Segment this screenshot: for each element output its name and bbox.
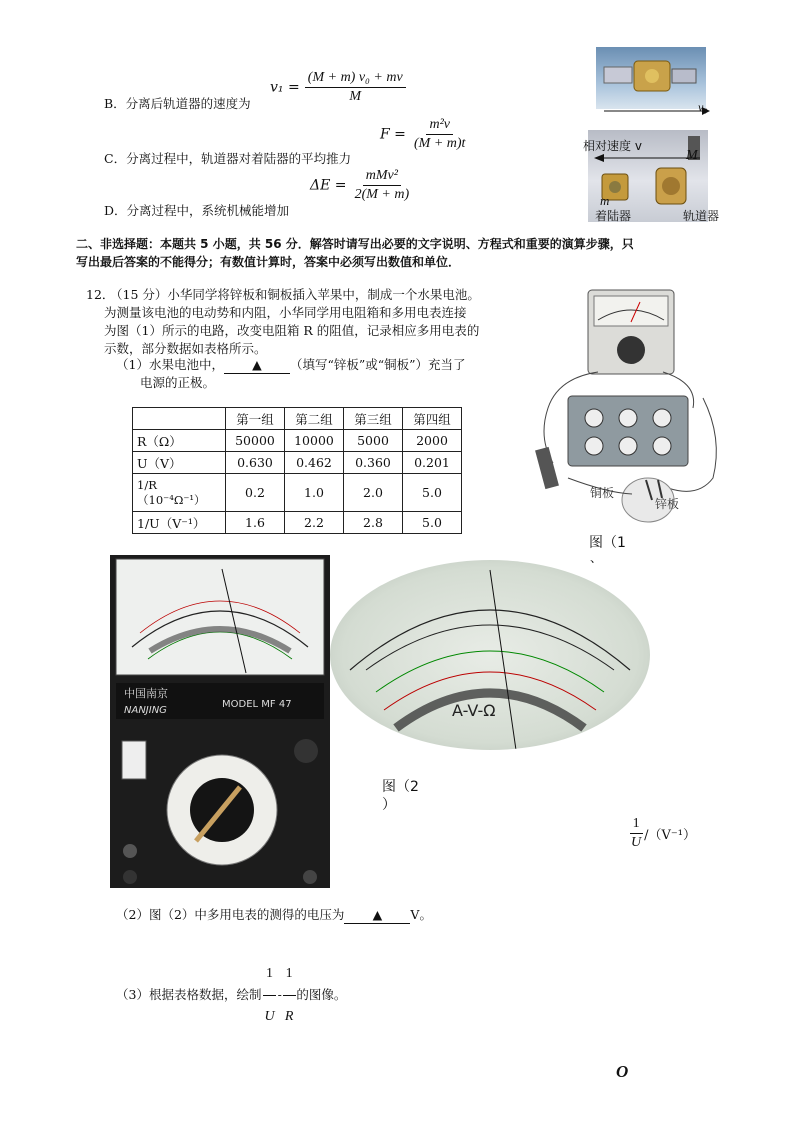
mass-m-label: m — [600, 193, 610, 208]
formula-c-numerator: m²v — [426, 117, 453, 135]
part3-den1: U — [264, 1009, 275, 1024]
part3-prefix: （3）根据表格数据，绘制 — [116, 987, 262, 1002]
mass-M-label: M — [686, 148, 698, 163]
q12-line4: 示数，部分数据如表格所示。 — [104, 341, 267, 356]
ylabel-unit: /（V⁻¹） — [644, 828, 696, 843]
formula-b-lhs: v₁ = — [270, 79, 300, 96]
zinc-plate-label: 锌板 — [655, 497, 680, 511]
part1-prefix: （1）水果电池中， — [116, 357, 224, 372]
row-label: 1/U（V⁻¹） — [133, 512, 226, 534]
q12-line1: （15 分）小华同学将锌板和铜板插入苹果中，制成一个水果电池。 — [110, 287, 480, 302]
table-header: 第四组 — [403, 408, 462, 430]
q12-part1 — [116, 356, 466, 374]
figure2-caption: 图（2 — [382, 779, 419, 795]
formula-d-numerator: mMv² — [363, 168, 401, 186]
brand-text-2: NANJING — [124, 705, 167, 716]
v0-label: v₀ — [698, 100, 708, 114]
part3-num2: 1 — [283, 954, 296, 996]
table-cell: 0.201 — [403, 452, 462, 474]
figure2-caption-2: ） — [382, 797, 396, 813]
part3-suffix: 的图像。 — [296, 987, 347, 1002]
relative-speed-label: 相对速度 v — [583, 139, 642, 153]
table-cell: 5.0 — [403, 512, 462, 534]
multimeter-illustration — [110, 555, 330, 888]
answer-blank-2[interactable]: ▲ — [344, 906, 410, 924]
magnified-scale — [330, 560, 650, 750]
answer-blank-1[interactable]: ▲ — [224, 356, 290, 374]
row-label: U（V） — [133, 452, 226, 474]
table-cell: 1.0 — [285, 474, 344, 512]
table-cell: 1.6 — [226, 512, 285, 534]
table-row — [133, 474, 462, 512]
table-header: 第二组 — [285, 408, 344, 430]
option-d: D．分离过程中，系统机械能增加 — [104, 203, 290, 218]
table-header: 第一组 — [226, 408, 285, 430]
data-table — [132, 407, 462, 534]
part3-num1: 1 — [263, 954, 276, 996]
table-cell: 5000 — [344, 430, 403, 452]
option-c: C．分离过程中，轨道器对着陆器的平均推力 — [104, 151, 352, 166]
ylabel-denominator: U — [631, 835, 642, 850]
lander-label: 着陆器 — [595, 209, 632, 223]
section-heading-line2: 写出最后答案的不能得分；有数值计算时，答案中必须写出数值和单位． — [76, 255, 461, 269]
formula-c-denominator: (M + m)t — [414, 136, 466, 151]
formula-d-lhs: ΔE = — [310, 177, 347, 194]
formula-b-denominator: M — [349, 89, 362, 104]
formula-b-numerator: (M + m) v₀ + mv — [305, 70, 406, 88]
q12-line3: 为图（1）所示的电路，改变电阻箱 R 的阻值，记录相应多用电表的 — [104, 323, 480, 338]
table-header-row — [133, 408, 462, 430]
formula-d-denominator: 2(M + m) — [354, 187, 410, 202]
spacecraft-illustration — [596, 47, 706, 109]
section-heading-line1: 二、非选择题：本题共 5 小题，共 56 分．解答时请写出必要的文字说明、方程式和重要的演算步骤，只 — [76, 237, 634, 251]
table-cell: 0.360 — [344, 452, 403, 474]
table-corner — [133, 408, 226, 430]
copper-plate-label: 铜板 — [590, 486, 615, 500]
option-b: B．分离后轨道器的速度为 — [104, 96, 251, 111]
table-cell: 2000 — [403, 430, 462, 452]
formula-c-lhs: F = — [380, 126, 406, 143]
ylabel-fraction — [628, 816, 644, 851]
table-row — [133, 430, 462, 452]
table-cell: 50000 — [226, 430, 285, 452]
formula-b-fraction — [305, 70, 406, 105]
part1-line2: 电源的正极。 — [140, 375, 216, 390]
spacecraft-photo-top — [596, 47, 706, 109]
table-cell: 10000 — [285, 430, 344, 452]
part3-fraction-2 — [282, 954, 297, 1037]
q12-number: 12． — [86, 287, 115, 302]
model-text: MODEL MF 47 — [222, 699, 292, 710]
table-cell: 5.0 — [403, 474, 462, 512]
figure1-caption-2: 、 — [590, 551, 603, 565]
row-label: R（Ω） — [133, 430, 226, 452]
part3-den2: R — [284, 1009, 294, 1024]
q12-part2 — [116, 906, 432, 924]
part2-prefix: （2）图（2）中多用电表的测得的电压为 — [116, 907, 345, 922]
q12-line2: 为测量该电池的电动势和内阻，小华同学用电阻箱和多用电表连接 — [104, 305, 467, 320]
formula-d-fraction — [352, 168, 413, 203]
part2-suffix: V。 — [410, 907, 432, 922]
table-cell: 0.630 — [226, 452, 285, 474]
orbiter-label: 轨道器 — [683, 209, 720, 223]
selector-knob — [617, 336, 645, 364]
table-cell: 0.2 — [226, 474, 285, 512]
figure1-caption: 图（1 — [589, 535, 626, 551]
formula-b — [270, 70, 406, 105]
table-cell: 2.8 — [344, 512, 403, 534]
formula-d — [310, 168, 412, 203]
multimeter-photo — [110, 555, 330, 888]
table-row — [133, 512, 462, 534]
table-cell: 2.2 — [285, 512, 344, 534]
part3-fraction-1 — [261, 954, 277, 1037]
avo-label: A-V-Ω — [452, 701, 496, 720]
table-cell: 2.0 — [344, 474, 403, 512]
row-label: 1/R （10⁻⁴Ω⁻¹） — [133, 474, 226, 512]
table-header: 第三组 — [344, 408, 403, 430]
part3-dash: - — [277, 987, 282, 1002]
table-row — [133, 452, 462, 474]
graph-origin: O — [616, 1062, 629, 1081]
formula-c — [380, 117, 468, 152]
magnified-scale-illustration — [330, 560, 650, 750]
velocity-arrow-v0 — [602, 104, 712, 118]
ylabel-numerator: 1 — [630, 816, 643, 834]
brand-text: 中国南京 — [124, 687, 168, 700]
figure1-circuit — [528, 288, 728, 533]
part1-suffix: （填写“锌板”或“铜板”）充当了 — [289, 357, 466, 372]
q12-part3 — [116, 954, 346, 1037]
table-cell: 0.462 — [285, 452, 344, 474]
formula-c-fraction — [411, 117, 468, 152]
graph-ylabel — [628, 816, 696, 851]
